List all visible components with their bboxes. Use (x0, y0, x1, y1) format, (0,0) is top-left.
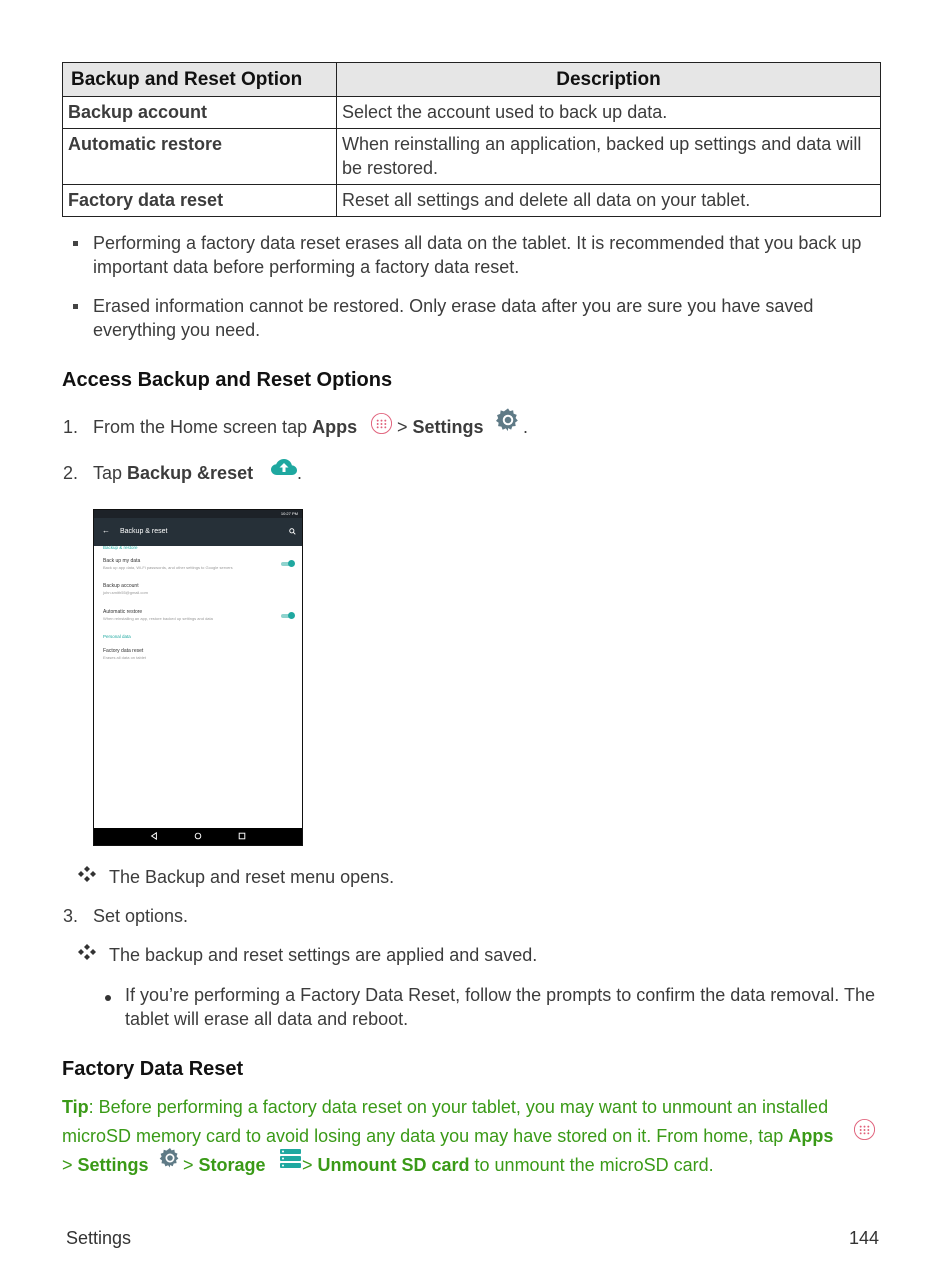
apps-icon (370, 412, 393, 435)
table-header-row (63, 63, 881, 97)
tip-storage-label: Storage (198, 1155, 266, 1175)
tip-line-1: Tip: Before performing a factory data reset on your tablet, you may want to unmount an installed (62, 1097, 829, 1117)
step-number: 2. (63, 463, 79, 483)
page-number: 144 (849, 1228, 880, 1248)
nav-bar (94, 828, 302, 845)
result-settings-saved: The backup and reset settings are applied and saved. (109, 945, 538, 965)
table-cell-description: When reinstalling an application, backed up settings and data will be restored. (337, 129, 881, 185)
result-diamond-icon (78, 866, 96, 882)
section-personal-data: Personal data (103, 634, 131, 639)
item-automatic-restore-sub: When reinstalling an app, restore backed up settings and data (103, 616, 213, 621)
step-2: Tap Backup &reset (93, 463, 254, 483)
item-backup-account: Backup account (103, 583, 139, 589)
bullet-dot-icon (105, 995, 111, 1001)
item-backup-account-sub: john.smith55@gmail.com (103, 590, 148, 595)
nav-recents-icon (238, 832, 246, 840)
apps-icon (853, 1118, 876, 1141)
apps-label: Apps (312, 417, 358, 437)
tip-line-2: microSD memory card to avoid losing any data you may have stored on it. From home, tap Apps (62, 1126, 834, 1146)
table-cell-option: Automatic restore (63, 129, 337, 185)
settings-label: Settings (412, 417, 484, 437)
backup-reset-screenshot (93, 509, 303, 846)
step-number: 3. (63, 906, 79, 926)
tip-label: Tip (62, 1097, 89, 1117)
table-row (63, 129, 881, 185)
nav-home-icon (194, 832, 202, 840)
section-backup-restore: Backup & restore (103, 545, 138, 550)
step-number: 1. (63, 417, 79, 437)
backup-reset-table (62, 62, 881, 217)
settings-gear-icon (158, 1146, 182, 1170)
back-up-toggle (281, 562, 293, 566)
tip-unmount-label: Unmount SD card (317, 1155, 470, 1175)
table-cell-option: Backup account (63, 97, 337, 129)
table-cell-description: Select the account used to back up data. (337, 97, 881, 129)
step-1: From the Home screen tap Apps (93, 417, 358, 437)
storage-icon (280, 1149, 301, 1168)
step-2-end: . (297, 463, 303, 483)
step-1-end: . (523, 417, 529, 437)
item-back-up-my-data-sub: Back up app data, Wi-Fi passwords, and other settings to Google servers (103, 565, 233, 570)
step-1-settings: > Settings (397, 417, 484, 437)
result-menu-opens: The Backup and reset menu opens. (109, 867, 395, 887)
cloud-upload-icon (270, 457, 298, 477)
bullet-factory-reset: If you’re performing a Factory Data Reset, follow the prompts to confirm the data removal. The tablet will erase all data and reboot. (125, 985, 875, 1029)
table-cell-description: Reset all settings and delete all data on your tablet. (337, 185, 881, 217)
backup-reset-label: Backup &reset (127, 463, 254, 483)
tip-line-3a: > Settings (62, 1155, 149, 1175)
result-diamond-icon (78, 944, 96, 960)
note-item: Erased information cannot be restored. Only erase data after you are sure you have saved everything you need. (93, 296, 814, 340)
item-automatic-restore: Automatic restore (103, 609, 143, 615)
table-cell-option: Factory data reset (63, 185, 337, 217)
status-bar (94, 510, 302, 518)
item-factory-data-reset: Factory data reset (103, 648, 144, 654)
section-title-access-backup: Access Backup and Reset Options (62, 369, 393, 391)
tip-apps-label: Apps (788, 1126, 834, 1146)
footer-section-name: Settings (66, 1228, 132, 1248)
status-time: 10:27 PM (280, 511, 298, 516)
table-row (63, 185, 881, 217)
note-bullet-icon (73, 304, 78, 309)
settings-gear-icon (494, 406, 522, 434)
tip-line-3c: > Unmount SD card to unmount the microSD card. (302, 1155, 714, 1175)
app-bar (94, 518, 302, 546)
item-back-up-my-data: Back up my data (103, 558, 141, 564)
note-item: Performing a factory data reset erases all data on the tablet. It is recommended that you back up important data before performing a factory data reset. (93, 233, 862, 277)
table-header-option: Backup and Reset Option (63, 63, 337, 97)
automatic-restore-toggle (281, 614, 293, 618)
search-icon (289, 528, 296, 535)
note-bullet-icon (73, 241, 78, 246)
section-title-factory-reset: Factory Data Reset (62, 1058, 244, 1080)
app-bar-title: Backup & reset (120, 528, 168, 535)
nav-back-icon (150, 832, 158, 840)
table-header-description: Description (337, 63, 881, 97)
item-factory-data-reset-sub: Erases all data on tablet (103, 655, 146, 660)
table-row (63, 97, 881, 129)
tip-line-3b: > Storage (183, 1155, 266, 1175)
back-arrow-icon: ← (102, 526, 110, 535)
step-3: Set options. (93, 906, 189, 926)
tip-settings-label: Settings (77, 1155, 149, 1175)
